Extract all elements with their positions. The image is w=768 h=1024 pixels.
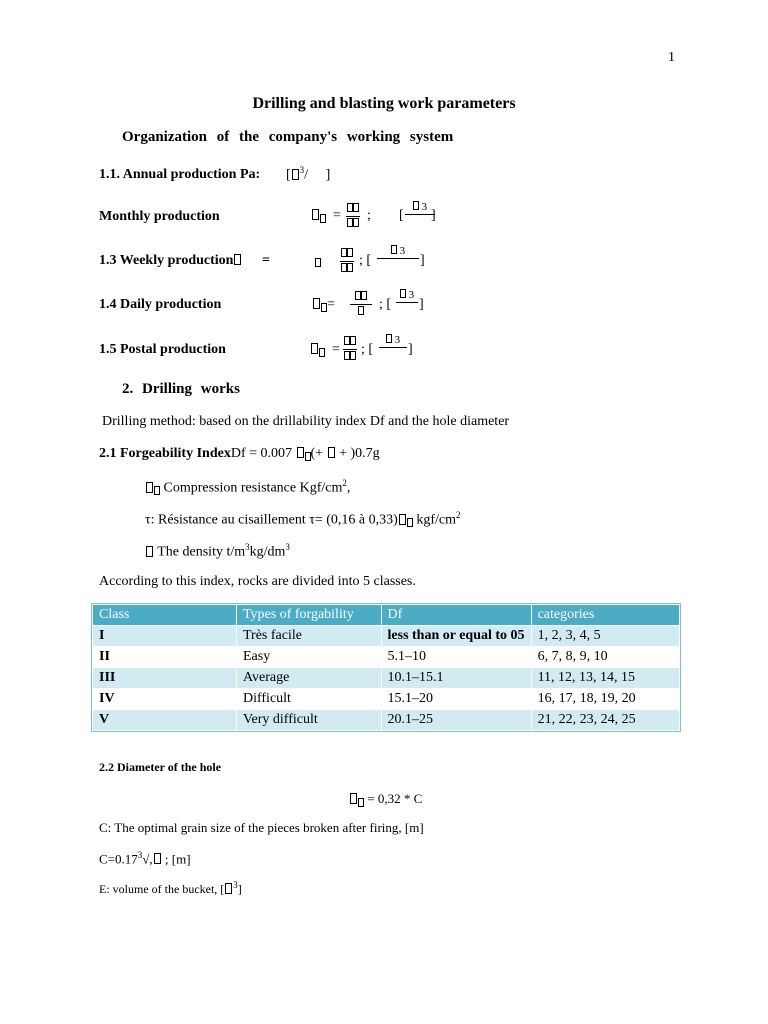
table-row: [93, 710, 680, 731]
postal-production-formula: =: [310, 342, 340, 359]
missing-glyph-icon: [347, 263, 353, 272]
missing-glyph-icon: [413, 201, 419, 210]
daily-production-label: 1.4 Daily production: [99, 297, 222, 312]
postal-production-fraction: [343, 336, 357, 363]
postal-production-sep: ; [: [361, 342, 374, 357]
weekly-production-unit-fraction: 3: [377, 245, 419, 260]
forgeability-table: [92, 604, 680, 731]
table-cell: 5.1–10: [381, 647, 531, 668]
missing-glyph-icon: [297, 447, 304, 458]
missing-glyph-icon: [391, 245, 397, 254]
missing-glyph-icon: [386, 334, 392, 343]
table-cell: less than or equal to 05: [381, 626, 531, 647]
daily-production-formula: =: [312, 297, 335, 314]
daily-production-fraction: [350, 291, 372, 318]
section-subtitle: Organization of the company's working system: [122, 129, 454, 145]
table-cell: Easy: [236, 647, 381, 668]
table-cell: 16, 17, 18, 19, 20: [531, 689, 679, 710]
drilling-method-text: Drilling method: based on the drillability index Df and the hole diameter: [102, 414, 510, 429]
bucket-volume-description: E: volume of the bucket, [ $^3$]: [99, 880, 242, 896]
postal-production-unit-fraction: 3: [379, 334, 407, 349]
daily-production-sep: ; [: [379, 297, 392, 312]
table-header-cell: Class: [93, 605, 237, 626]
grain-size-description: C: The optimal grain size of the pieces broken after firing, [m]: [99, 820, 424, 835]
table-cell: V: [93, 710, 237, 731]
missing-glyph-icon: [154, 486, 160, 495]
missing-glyph-icon: [234, 254, 241, 265]
missing-glyph-icon: [358, 306, 364, 315]
weekly-production-label: 1.3 Weekly production: [99, 253, 242, 269]
postal-production-label: 1.5 Postal production: [99, 342, 226, 357]
missing-glyph-icon: [353, 203, 359, 212]
missing-glyph-icon: [313, 298, 320, 309]
annual-production-label: 1.1. Annual production Pa:: [99, 167, 261, 182]
missing-glyph-icon: [154, 853, 161, 864]
grain-size-formula: $C=0.17^3√$, ; [m]: [99, 850, 191, 867]
compression-resistance-text: Compression resistance Kgf/$cm^2$,: [145, 478, 350, 497]
monthly-production-unit: [: [399, 208, 404, 223]
missing-glyph-icon: [353, 218, 359, 227]
missing-glyph-icon: [311, 343, 318, 354]
missing-glyph-icon: [347, 248, 353, 257]
hole-diameter-heading: 2.2 Diameter of the hole: [99, 760, 222, 774]
missing-glyph-icon: [225, 883, 232, 894]
monthly-production-unit-fraction: 3: [405, 201, 435, 216]
missing-glyph-icon: [350, 793, 357, 804]
table-cell: I: [93, 626, 237, 647]
missing-glyph-icon: [350, 351, 356, 360]
missing-glyph-icon: [328, 447, 335, 458]
table-header-cell: categories: [531, 605, 679, 626]
table-cell: II: [93, 647, 237, 668]
table-cell: 11, 12, 13, 14, 15: [531, 668, 679, 689]
monthly-production-sep: ;: [367, 208, 371, 223]
missing-glyph-icon: [146, 482, 153, 493]
missing-glyph-icon: [399, 514, 406, 525]
table-header-cell: Df: [381, 605, 531, 626]
page-number: 1: [668, 50, 675, 65]
table-cell: 6, 7, 8, 9, 10: [531, 647, 679, 668]
forgeability-index-line: 2.1 Forgeability IndexDf = 0.007 (+ + )0.7g: [99, 446, 380, 461]
hole-diameter-formula: = 0,32 * C: [349, 791, 422, 809]
annual-production-unit: [ $^3$/ ]: [286, 165, 331, 183]
weekly-production-fraction: [340, 248, 354, 275]
table-header-cell: Types of forgability: [236, 605, 381, 626]
missing-glyph-icon: [319, 348, 325, 357]
weekly-production-eq: =: [262, 253, 270, 268]
missing-glyph-icon: [361, 291, 367, 300]
monthly-production-label: Monthly production: [99, 209, 220, 224]
table-cell: 1, 2, 3, 4, 5: [531, 626, 679, 647]
table-cell: 15.1–20: [381, 689, 531, 710]
monthly-production-formula: =: [311, 208, 341, 225]
drilling-works-heading: 2. Drilling works: [122, 381, 240, 397]
missing-glyph-icon: [146, 546, 153, 557]
table-cell: Difficult: [236, 689, 381, 710]
table-cell: Very difficult: [236, 710, 381, 731]
table-cell: 10.1–15.1: [381, 668, 531, 689]
table-row: [93, 668, 680, 689]
table-cell: 20.1–25: [381, 710, 531, 731]
missing-glyph-icon: [407, 518, 413, 527]
missing-glyph-icon: [320, 214, 326, 223]
table-cell: IV: [93, 689, 237, 710]
missing-glyph-icon: [292, 169, 299, 180]
density-text: The density $t/m^3kg/dm^3$: [145, 542, 290, 561]
monthly-production-fraction: [346, 203, 360, 230]
table-cell: Très facile: [236, 626, 381, 647]
weekly-production-sep: ; [: [359, 253, 372, 268]
page-title: Drilling and blasting work parameters: [252, 95, 516, 112]
table-row: [93, 647, 680, 668]
table-row: [93, 689, 680, 710]
table-cell: III: [93, 668, 237, 689]
table-header-row: [93, 605, 680, 626]
table-cell: 21, 22, 23, 24, 25: [531, 710, 679, 731]
daily-production-unit-fraction: 3: [396, 289, 418, 304]
missing-glyph-icon: [358, 798, 364, 807]
table-row: [93, 626, 680, 647]
missing-glyph-icon: [315, 258, 321, 267]
missing-glyph-icon: [400, 289, 406, 298]
table-cell: Average: [236, 668, 381, 689]
classes-intro-text: According to this index, rocks are divided into 5 classes.: [99, 574, 416, 589]
missing-glyph-icon: [350, 336, 356, 345]
shear-resistance-text: τ: Résistance au cisaillement τ= (0,16 à 0,33) kgf/$cm^2$: [145, 510, 461, 528]
missing-glyph-icon: [312, 209, 319, 220]
